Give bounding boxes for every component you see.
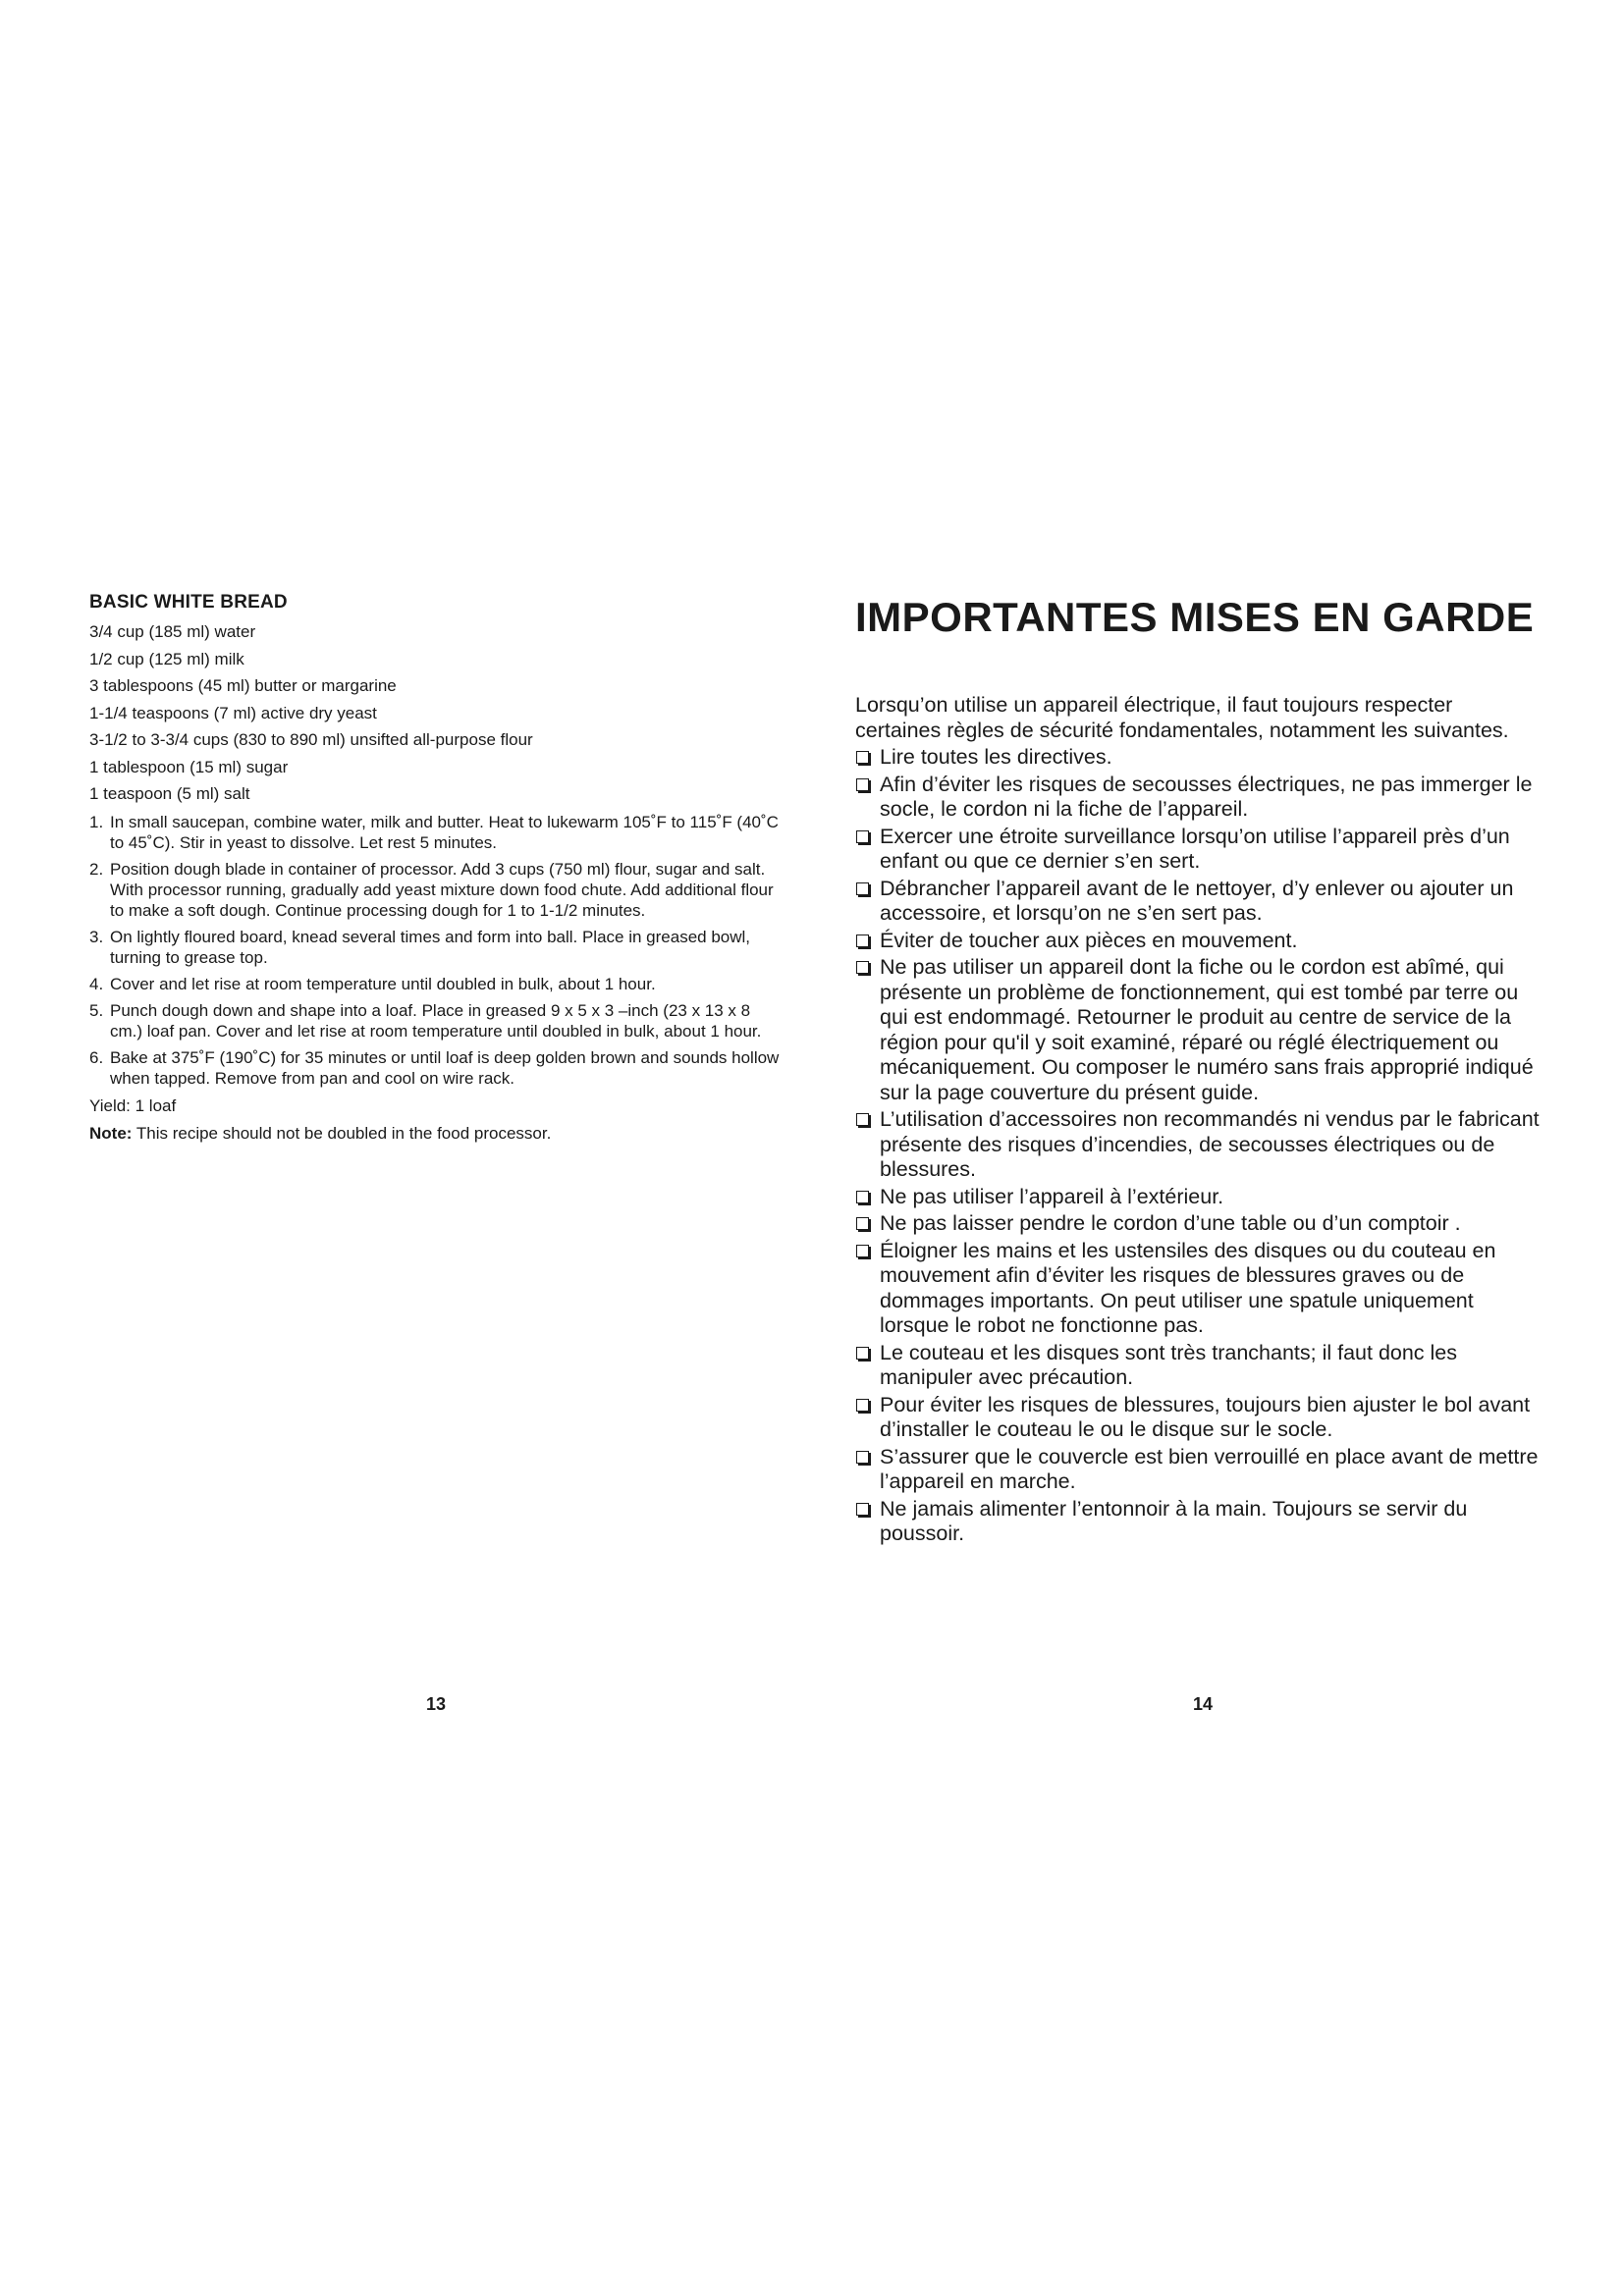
step-number: 2.	[89, 859, 104, 879]
warning-item	[855, 773, 1543, 823]
warning-item	[855, 1341, 1543, 1391]
ingredient-item: 1 tablespoon (15 ml) sugar	[89, 757, 289, 776]
warning-text: Ne pas laisser pendre le cordon d’une table ou d’un comptoir .	[880, 1211, 1461, 1235]
note-text: This recipe should not be doubled in the food processor.	[132, 1123, 552, 1143]
right-page	[855, 592, 1543, 1549]
step-number: 6.	[89, 1047, 104, 1067]
page-title: IMPORTANTES MISES EN GARDE	[855, 594, 1535, 640]
intro-paragraph: Lorsqu’on utilise un appareil électrique, il faut toujours respecter certaines règles de sécurité fondamentales, notamment les suivantes.	[855, 693, 1509, 742]
step-item	[89, 859, 786, 921]
step-item	[89, 1047, 786, 1089]
recipe-title: BASIC WHITE BREAD	[89, 592, 288, 613]
warning-item	[855, 929, 1543, 954]
left-page	[89, 592, 786, 1146]
ingredient-item: 3 tablespoons (45 ml) butter or margarine	[89, 676, 397, 695]
step-item	[89, 927, 786, 968]
ingredient-item: 1 teaspoon (5 ml) salt	[89, 784, 250, 803]
warning-text: Ne pas utiliser l’appareil à l’extérieur.	[880, 1184, 1224, 1208]
recipe-note	[89, 1122, 786, 1146]
step-number: 3.	[89, 927, 104, 946]
warning-text: Débrancher l’appareil avant de le nettoyer, d’y enlever ou ajouter un accessoire, et lorsqu’on ne s’en sert pas.	[880, 876, 1514, 925]
warning-item	[855, 955, 1543, 1105]
step-number: 4.	[89, 974, 104, 993]
checkbox-bullet-icon	[856, 751, 869, 764]
note-label: Note:	[89, 1123, 133, 1143]
warning-text: Ne jamais alimenter l’entonnoir à la main. Toujours se servir du poussoir.	[880, 1496, 1468, 1545]
ingredients-list	[89, 618, 786, 808]
checkbox-bullet-icon	[856, 882, 869, 895]
step-text: Bake at 375˚F (190˚C) for 35 minutes or until loaf is deep golden brown and sounds hollow when tapped. Remove from pan and cool on wire rack.	[110, 1047, 780, 1088]
warning-text: L’utilisation d’accessoires non recommandés ni vendus par le fabricant présente des risques d’incendies, de secousses électriques ou de blessures.	[880, 1107, 1540, 1181]
warning-item	[855, 877, 1543, 927]
page-number-left: 13	[426, 1694, 447, 1714]
warning-text: Afin d’éviter les risques de secousses électriques, ne pas immerger le socle, le cordon ni la fiche de l’appareil.	[880, 772, 1533, 821]
step-text: On lightly floured board, knead several times and form into ball. Place in greased bowl, turning to grease top.	[110, 927, 751, 967]
checkbox-bullet-icon	[856, 1217, 869, 1230]
step-item	[89, 812, 786, 853]
checkbox-bullet-icon	[856, 1451, 869, 1464]
warning-text: Éloigner les mains et les ustensiles des disques ou du couteau en mouvement afin d’éviter les risques de blessures graves ou de dommages importants. On peut utiliser une spatule uniquement lorsque le robot ne fonctionne pas.	[880, 1238, 1496, 1337]
step-number: 5.	[89, 1000, 104, 1020]
checkbox-bullet-icon	[856, 1113, 869, 1126]
warning-text: Ne pas utiliser un appareil dont la fiche ou le cordon est abîmé, qui présente un problème de fonctionnement, qui est tombé par terre ou qui est endommagé. Retourner le produit au centre de service de la région pour qu'il y soit examiné, réparé ou réglé électriquement ou mécaniquement. Ou composer le numéro sans frais approprié indiqué sur la page couverture du présent guide.	[880, 955, 1534, 1104]
checkbox-bullet-icon	[856, 934, 869, 947]
step-item	[89, 1000, 786, 1041]
warning-text: S’assurer que le couvercle est bien verrouillé en place avant de mettre l’appareil en marche.	[880, 1444, 1539, 1493]
checkbox-bullet-icon	[856, 1245, 869, 1257]
checkbox-bullet-icon	[856, 1191, 869, 1203]
warning-text: Exercer une étroite surveillance lorsqu’on utilise l’appareil près d’un enfant ou que ce dernier s’en sert.	[880, 824, 1510, 873]
warning-text: Lire toutes les directives.	[880, 745, 1112, 769]
warning-item	[855, 1445, 1543, 1495]
step-number: 1.	[89, 812, 104, 831]
warning-text: Le couteau et les disques sont très tranchants; il faut donc les manipuler avec précaution.	[880, 1340, 1458, 1389]
step-text: Position dough blade in container of processor. Add 3 cups (750 ml) flour, sugar and salt. With processor running, gradually add yeast mixture down food chute. Add additional flour to make a soft dough. Continue processing dough for 1 to 1-1/2 minutes.	[110, 859, 774, 920]
warning-item	[855, 1107, 1543, 1183]
ingredient-item: 1/2 cup (125 ml) milk	[89, 649, 244, 668]
warning-item	[855, 1393, 1543, 1443]
warning-item	[855, 825, 1543, 875]
steps-list	[89, 812, 786, 1089]
checkbox-bullet-icon	[856, 1503, 869, 1516]
warning-item	[855, 1497, 1543, 1547]
page-number-right: 14	[1193, 1694, 1214, 1714]
warning-item	[855, 1211, 1543, 1237]
ingredient-item: 3/4 cup (185 ml) water	[89, 622, 256, 641]
warning-text: Pour éviter les risques de blessures, toujours bien ajuster le bol avant d’installer le couteau le ou le disque sur le socle.	[880, 1392, 1531, 1441]
ingredient-item: 3-1/2 to 3-3/4 cups (830 to 890 ml) unsifted all-purpose flour	[89, 730, 533, 749]
checkbox-bullet-icon	[856, 961, 869, 974]
recipe-yield: Yield: 1 loaf	[89, 1095, 177, 1115]
warnings-list	[855, 745, 1543, 1547]
checkbox-bullet-icon	[856, 1399, 869, 1412]
checkbox-bullet-icon	[856, 1347, 869, 1360]
ingredient-item: 1-1/4 teaspoons (7 ml) active dry yeast	[89, 703, 377, 722]
warning-item	[855, 745, 1543, 771]
warning-item	[855, 1185, 1543, 1210]
warning-text: Éviter de toucher aux pièces en mouvement.	[880, 928, 1298, 952]
step-text: Punch dough down and shape into a loaf. Place in greased 9 x 5 x 3 –inch (23 x 13 x 8 cm.) loaf pan. Cover and let rise at room temperature until doubled in bulk, about 1 hour.	[110, 1000, 762, 1041]
checkbox-bullet-icon	[856, 778, 869, 791]
checkbox-bullet-icon	[856, 830, 869, 843]
step-text: In small saucepan, combine water, milk and butter. Heat to lukewarm 105˚F to 115˚F (40˚C to 45˚C). Stir in yeast to dissolve. Let rest 5 minutes.	[110, 812, 779, 852]
step-item	[89, 974, 786, 994]
step-text: Cover and let rise at room temperature until doubled in bulk, about 1 hour.	[110, 974, 656, 993]
warning-item	[855, 1239, 1543, 1339]
